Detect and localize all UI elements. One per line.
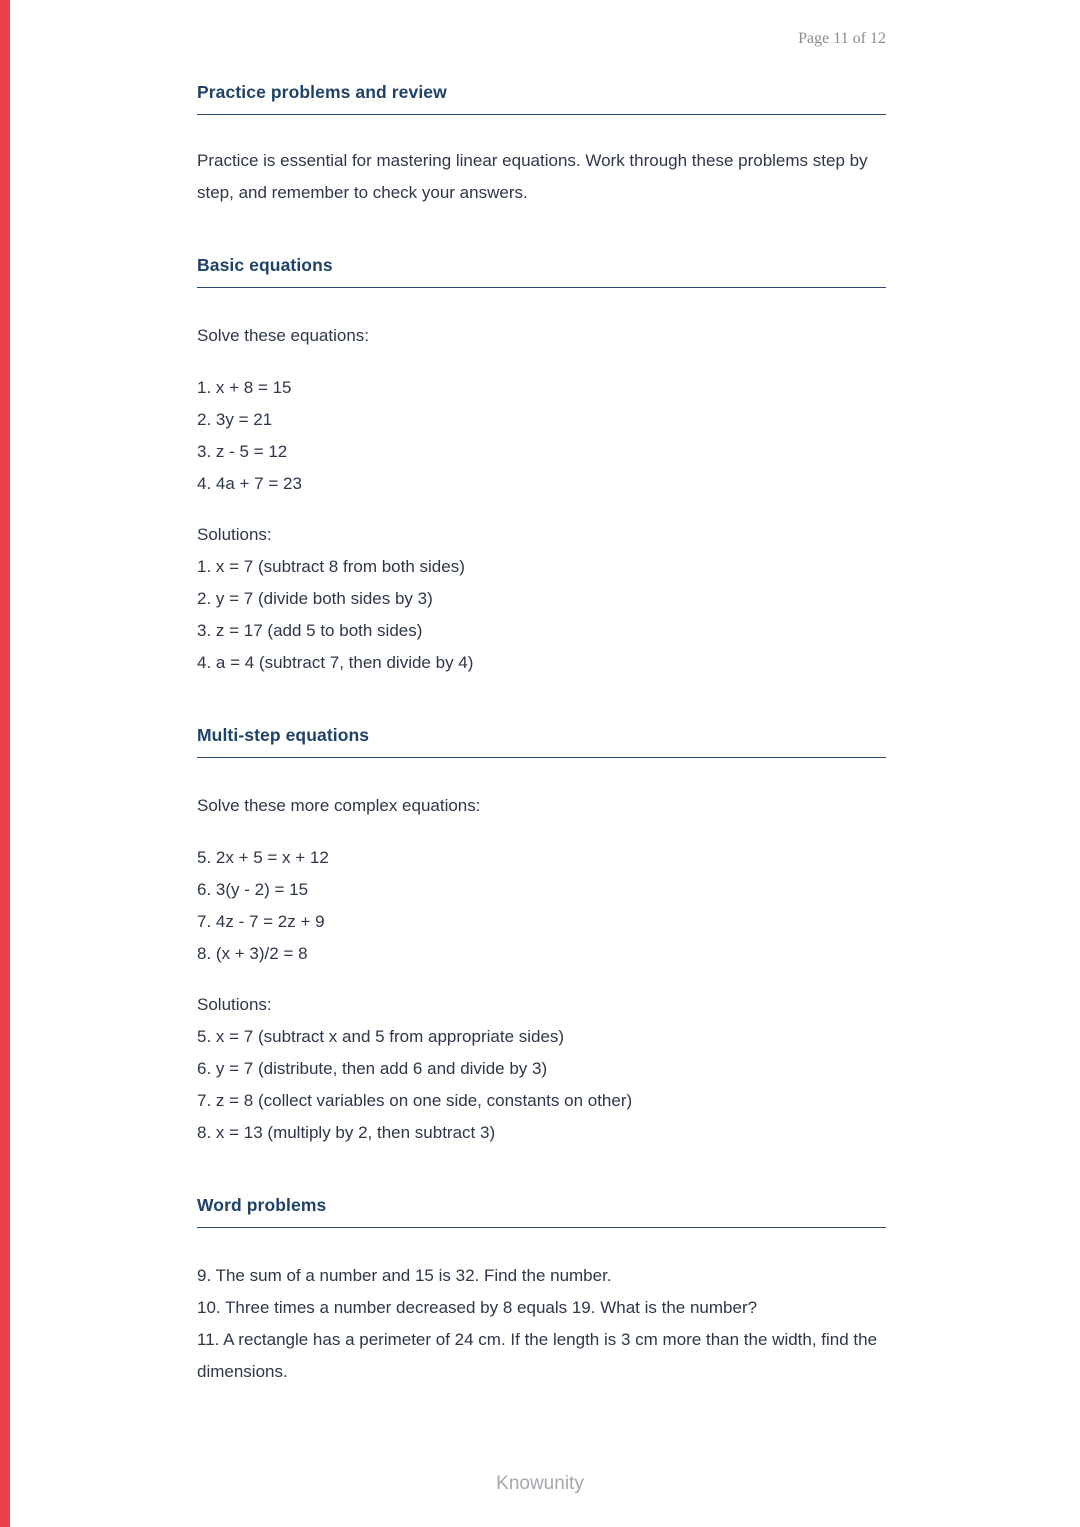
section-rule <box>197 114 886 115</box>
section-multi-step-equations <box>197 725 886 1149</box>
multi-solutions-list <box>197 989 886 1149</box>
section-rule <box>197 757 886 758</box>
red-edge-bar <box>0 0 10 1527</box>
problem-item: 6. 3(y - 2) = 15 <box>197 880 309 899</box>
section-title-intro: Practice problems and review <box>197 82 447 102</box>
problem-item: 11. A rectangle has a perimeter of 24 cm. If the length is 3 cm more than the width, find the dimensions. <box>197 1330 878 1381</box>
problem-item: 2. 3y = 21 <box>197 410 273 429</box>
solution-item: 4. a = 4 (subtract 7, then divide by 4) <box>197 653 474 672</box>
solution-item: 7. z = 8 (collect variables on one side, constants on other) <box>197 1091 633 1110</box>
word-problems-list <box>197 1260 886 1388</box>
problem-item: 9. The sum of a number and 15 is 32. Find the number. <box>197 1266 612 1285</box>
problem-item: 3. z - 5 = 12 <box>197 442 288 461</box>
solutions-label: Solutions: <box>197 525 272 544</box>
basic-problems-list <box>197 372 886 500</box>
problem-item: 7. 4z - 7 = 2z + 9 <box>197 912 325 931</box>
problem-item: 10. Three times a number decreased by 8 equals 19. What is the number? <box>197 1298 758 1317</box>
section-basic-equations <box>197 255 886 679</box>
basic-solutions-list <box>197 519 886 679</box>
solutions-label: Solutions: <box>197 995 272 1014</box>
section-title-multi: Multi-step equations <box>197 725 370 745</box>
solution-item: 3. z = 17 (add 5 to both sides) <box>197 621 423 640</box>
solution-item: 8. x = 13 (multiply by 2, then subtract 3) <box>197 1123 496 1142</box>
intro-paragraph: Practice is essential for mastering linear equations. Work through these problems step by step, and remember to check your answers. <box>197 151 868 202</box>
section-title-basic: Basic equations <box>197 255 333 275</box>
section-rule <box>197 287 886 288</box>
solution-item: 1. x = 7 (subtract 8 from both sides) <box>197 557 465 576</box>
section-intro <box>197 82 886 209</box>
section-title-word: Word problems <box>197 1195 327 1215</box>
problem-item: 1. x + 8 = 15 <box>197 378 292 397</box>
section-rule <box>197 1227 886 1228</box>
multi-problems-list <box>197 842 886 970</box>
solution-item: 2. y = 7 (divide both sides by 3) <box>197 589 433 608</box>
footer-brand: Knowunity <box>496 1473 584 1494</box>
solution-item: 5. x = 7 (subtract x and 5 from appropriate sides) <box>197 1027 565 1046</box>
section-word-problems <box>197 1195 886 1388</box>
problem-item: 4. 4a + 7 = 23 <box>197 474 302 493</box>
basic-lead: Solve these equations: <box>197 326 370 345</box>
problem-item: 8. (x + 3)/2 = 8 <box>197 944 308 963</box>
solution-item: 6. y = 7 (distribute, then add 6 and divide by 3) <box>197 1059 548 1078</box>
problem-item: 5. 2x + 5 = x + 12 <box>197 848 329 867</box>
multi-lead: Solve these more complex equations: <box>197 796 481 815</box>
page-number: Page 11 of 12 <box>798 30 886 47</box>
